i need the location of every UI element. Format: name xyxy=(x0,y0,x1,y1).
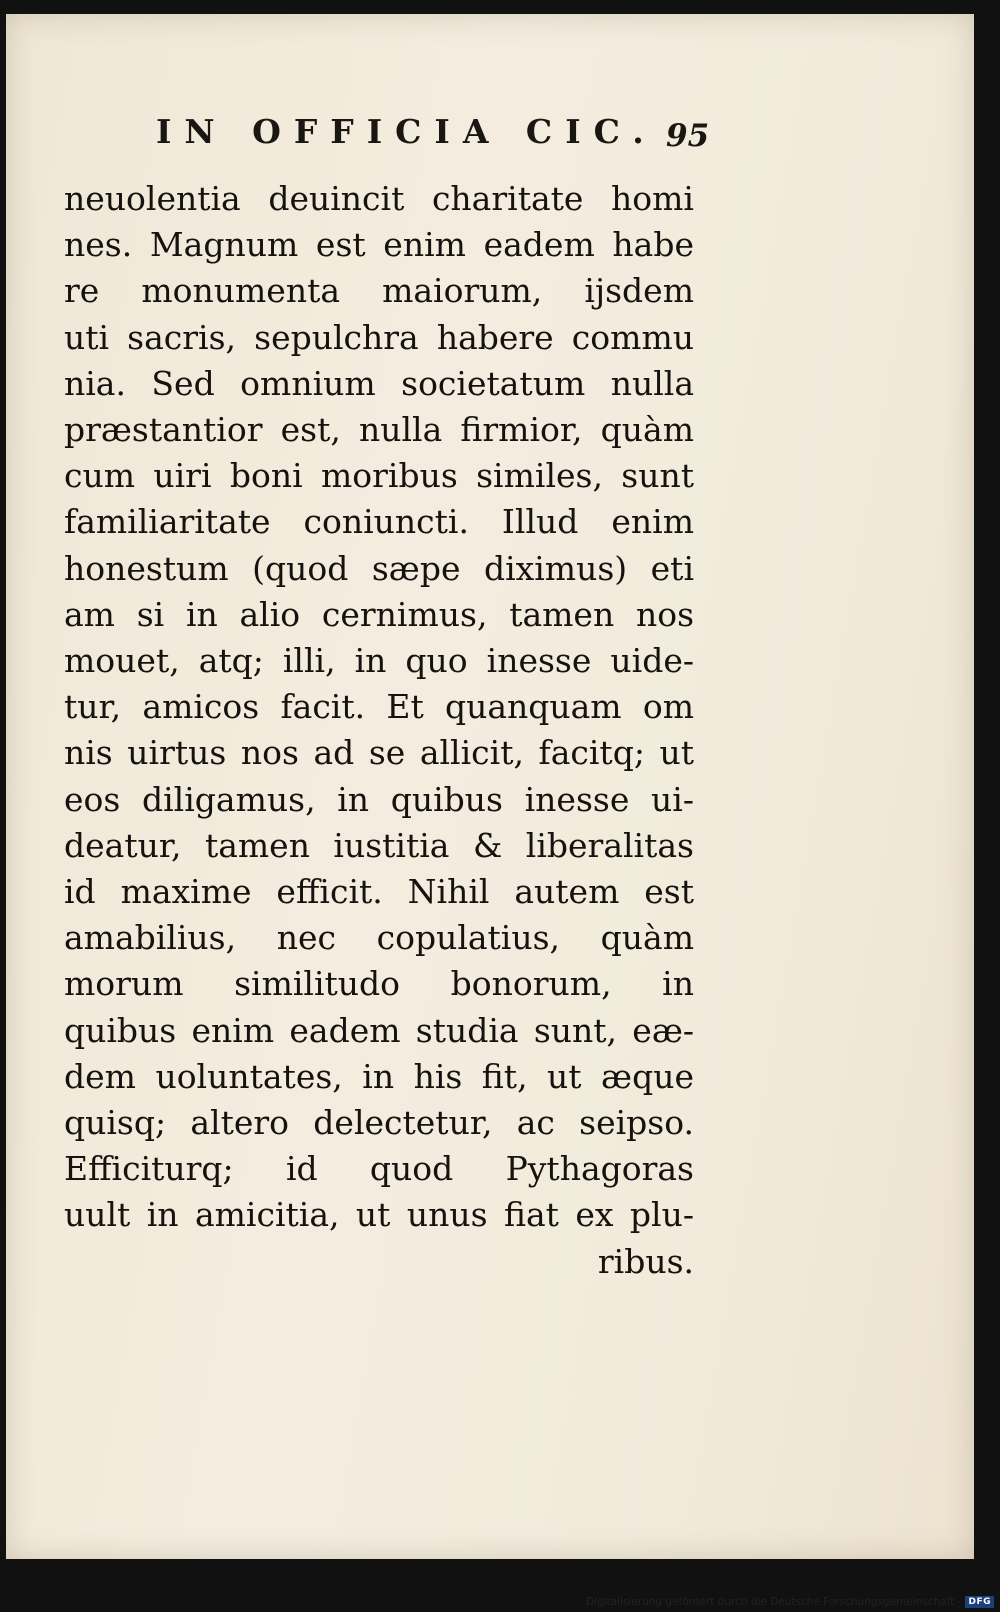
digitization-credit xyxy=(586,1596,994,1608)
text-line: neuolentia deuincit charitate homi xyxy=(64,179,694,218)
page-number: 95 xyxy=(666,118,710,154)
text-line: uti sacris, sepulchra habere commu xyxy=(64,317,694,357)
dfg-logo-icon: DFG xyxy=(965,1596,994,1608)
text-line: amabilius, nec copulatius, quàm xyxy=(64,918,694,958)
running-head: IN OFFICIA CIC. xyxy=(156,112,657,151)
text-line: honestum (quod sæpe diximus) eti xyxy=(64,548,694,588)
credit-text: Digitalisierung gefördert durch die Deutsche Forschungsgemeinschaft - xyxy=(585,1596,962,1608)
body-text xyxy=(64,176,694,1285)
text-line: eos diligamus, in quibus inesse ui- xyxy=(64,779,694,819)
text-line: nis uirtus nos ad se allicit, facitq; ut xyxy=(64,733,694,773)
text-line: cum uiri boni moribus similes, sunt xyxy=(64,456,694,496)
text-line: dem uoluntates, in his fit, ut æque xyxy=(64,1056,694,1096)
text-line: præstantior est, nulla firmior, quàm xyxy=(64,410,694,450)
text-line: quibus enim eadem studia sunt, eæ- xyxy=(64,1010,694,1050)
text-line: tur, amicos facit. Et quanquam om xyxy=(64,687,694,727)
text-line: morum similitudo bonorum, in xyxy=(64,964,694,1004)
text-line: mouet, atq; illi, in quo inesse uide- xyxy=(64,641,694,681)
text-line: id maxime efficit. Nihil autem est xyxy=(64,872,694,912)
text-line: uult in amicitia, ut unus fiat ex plu- xyxy=(64,1195,694,1235)
text-line: quisq; altero delectetur, ac seipso. xyxy=(64,1103,694,1143)
text-line: am si in alio cernimus, tamen nos xyxy=(64,594,694,634)
text-line-last: ribus. xyxy=(597,1241,694,1281)
text-line: Efficiturq; id quod Pythagoras xyxy=(64,1149,694,1189)
text-line: re monumenta maiorum, ijsdem xyxy=(64,271,694,311)
text-line: nes. Magnum est enim eadem habe xyxy=(64,225,694,265)
text-line: familiaritate coniuncti. Illud enim xyxy=(64,502,694,542)
text-line: nia. Sed omnium societatum nulla xyxy=(64,363,694,403)
text-line: deatur, tamen iustitia & liberalitas xyxy=(64,825,694,865)
book-page xyxy=(6,14,974,1559)
